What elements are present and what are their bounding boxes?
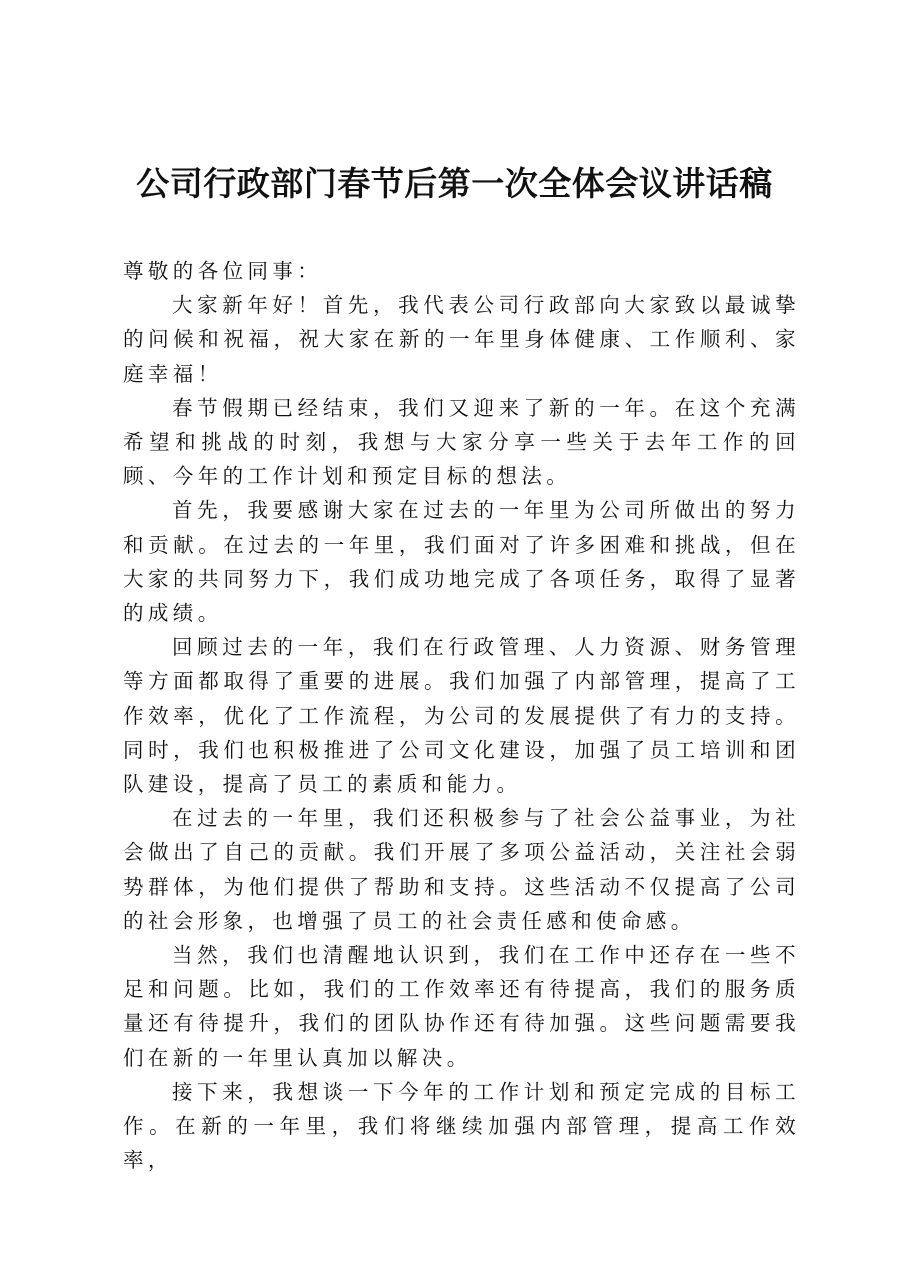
paragraph-new-year: 春节假期已经结束，我们又迎来了新的一年。在这个充满希望和挑战的时刻，我想与大家分享一些关于去年工作的回顾、今年的工作计划和预定目标的想法。 [123,395,800,489]
paragraph-review: 回顾过去的一年，我们在行政管理、人力资源、财务管理等方面都取得了重要的进展。我们加强了内部管理，提高了工作效率，优化了工作流程，为公司的发展提供了有力的支持。同时，我们也积极推进了公司文化建设，加强了员工培训和团队建设，提高了员工的素质和能力。 [123,635,800,797]
paragraph-public-welfare: 在过去的一年里，我们还积极参与了社会公益事业，为社会做出了自己的贡献。我们开展了多项公益活动，关注社会弱势群体，为他们提供了帮助和支持。这些活动不仅提高了公司的社会形象，也增强了员工的社会责任感和使命感。 [123,806,800,933]
salutation: 尊敬的各位同事： [123,259,323,283]
document-title: 公司行政部门春节后第一次全体会议讲话稿 [136,164,773,203]
paragraph-thanks: 首先，我要感谢大家在过去的一年里为公司所做出的努力和贡献。在过去的一年里，我们面对了许多困难和挑战，但在大家的共同努力下，我们成功地完成了各项任务，取得了显著的成绩。 [123,498,800,626]
paragraph-problems: 当然，我们也清醒地认识到，我们在工作中还存在一些不足和问题。比如，我们的工作效率还有待提高，我们的服务质量还有待提升，我们的团队协作还有待加强。这些问题需要我们在新的一年里认真加以解决。 [123,943,800,1070]
paragraph-plan: 接下来，我想谈一下今年的工作计划和预定完成的目标工作。在新的一年里，我们将继续加强内部管理，提高工作效率， [123,1079,800,1173]
paragraph-greeting: 大家新年好！首先，我代表公司行政部向大家致以最诚挚的问候和祝福，祝大家在新的一年里身体健康、工作顺利、家庭幸福！ [123,293,800,386]
document-body [123,254,800,1177]
